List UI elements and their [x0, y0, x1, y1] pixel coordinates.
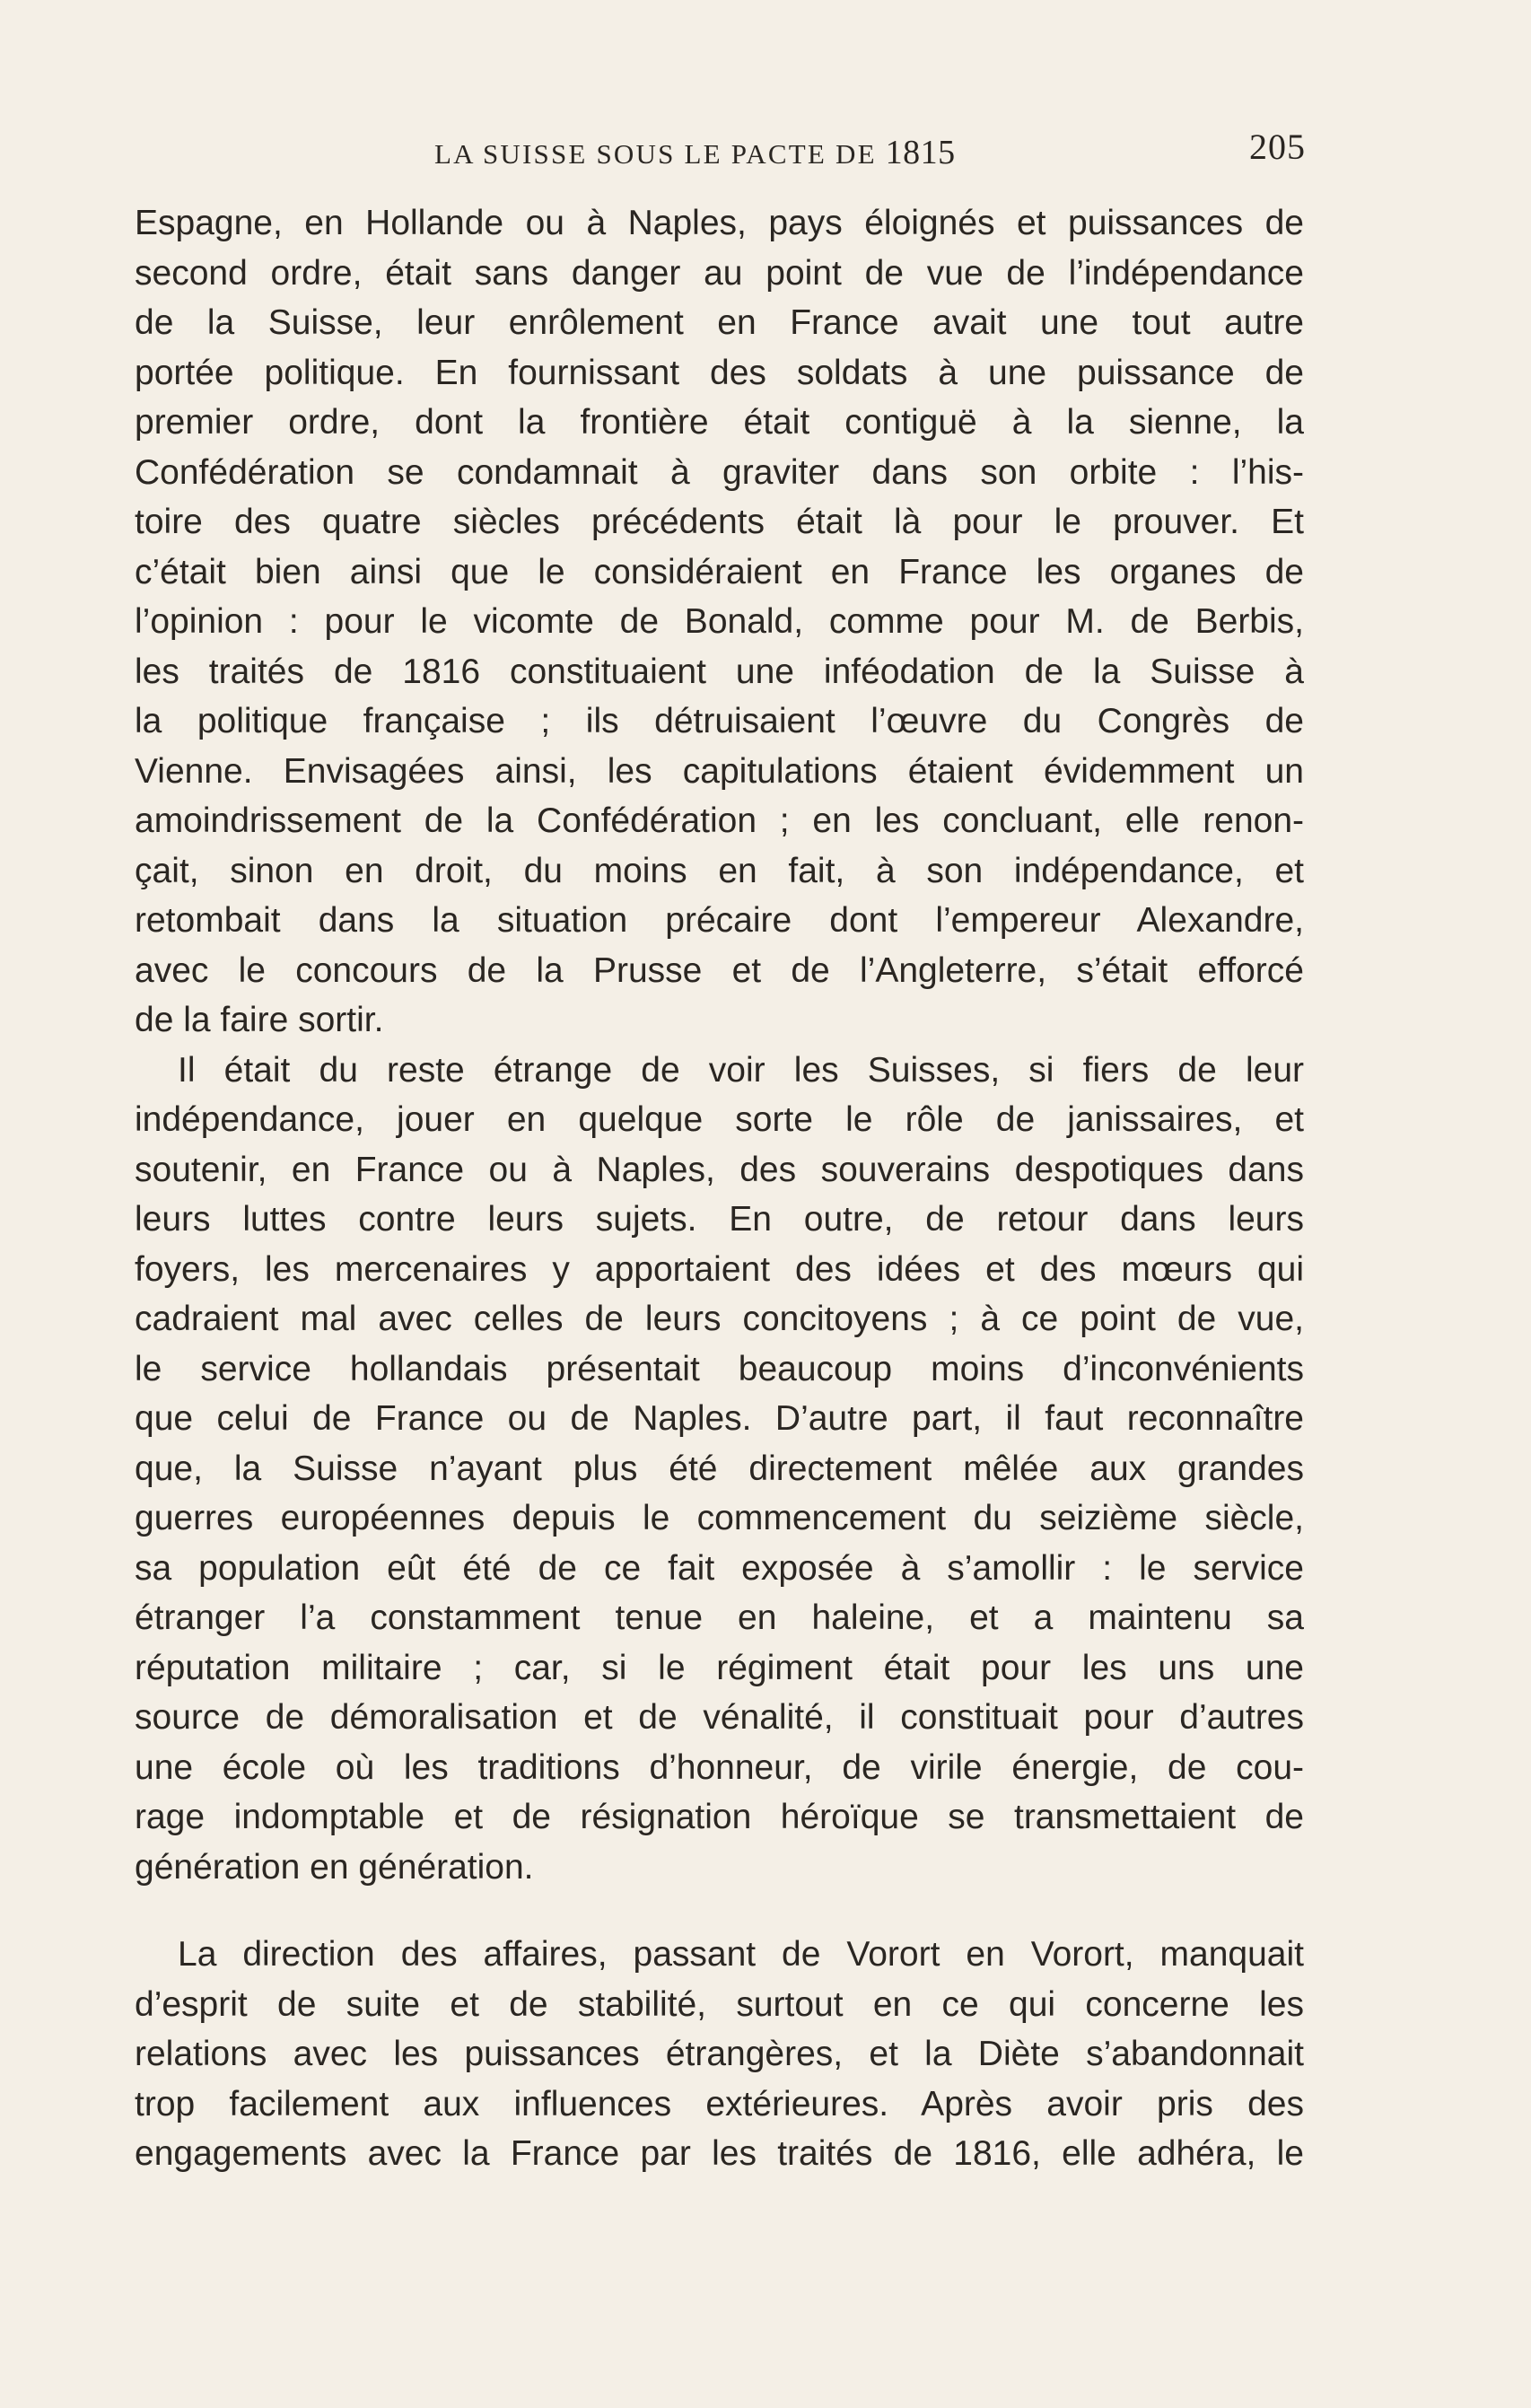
text-line: de la faire sortir.	[135, 1001, 384, 1039]
text-line: une école où les traditions d’honneur, de virile énergie, de cou-	[135, 1747, 1304, 1787]
text-line: engagements avec la France par les traités de 1816, elle adhéra, le	[135, 2134, 1304, 2173]
text-line: retombait dans la situation précaire dont l’empereur Alexandre,	[135, 901, 1304, 940]
text-line: foyers, les mercenaires y apportaient des idées et des mœurs qui	[135, 1249, 1304, 1289]
paragraph	[135, 1930, 1304, 2179]
text-line: Il était du reste étrange de voir les Suisses, si fiers de leur	[178, 1050, 1304, 1090]
text-line: premier ordre, dont la frontière était contiguë à la sienne, la	[135, 403, 1304, 442]
text-line: la politique française ; ils détruisaient l’œuvre du Congrès de	[135, 702, 1304, 740]
text-line: cadraient mal avec celles de leurs concitoyens ; à ce point de vue,	[135, 1300, 1304, 1338]
paragraph	[135, 1046, 1304, 1893]
text-line: le service hollandais présentait beaucoup moins d’inconvénients	[135, 1349, 1304, 1388]
text-line: de la Suisse, leur enrôlement en France avait une tout autre	[135, 303, 1304, 342]
text-line: c’était bien ainsi que le considéraient en France les organes de	[135, 552, 1304, 591]
text-line: leurs luttes contre leurs sujets. En outre, de retour dans leurs	[135, 1200, 1304, 1239]
text-line: l’opinion : pour le vicomte de Bonald, comme pour M. de Berbis,	[135, 602, 1304, 641]
text-line: réputation militaire ; car, si le régiment était pour les uns une	[135, 1648, 1304, 1687]
text-line: étranger l’a constamment tenue en haleine, et a maintenu sa	[135, 1598, 1304, 1637]
text-line: génération en génération.	[135, 1847, 534, 1887]
text-line: les traités de 1816 constituaient une inféodation de la Suisse à	[135, 652, 1304, 691]
text-line: trop facilement aux influences extérieures. Après avoir pris des	[135, 2084, 1304, 2123]
paragraph	[135, 198, 1304, 1046]
paragraph-gap	[135, 1892, 1304, 1930]
text-line: toire des quatre siècles précédents était là pour le prouver. Et	[135, 503, 1304, 541]
text-line: Confédération se condamnait à graviter dans son orbite : l’his-	[135, 452, 1304, 492]
text-line: indépendance, jouer en quelque sorte le rôle de janissaires, et	[135, 1100, 1304, 1139]
text-line: source de démoralisation et de vénalité, il constituait pour d’autres	[135, 1698, 1304, 1737]
text-line: avec le concours de la Prusse et de l’Angleterre, s’était efforcé	[135, 950, 1304, 990]
text-line: Espagne, en Hollande ou à Naples, pays éloignés et puissances de	[135, 204, 1304, 242]
running-header	[135, 126, 1306, 180]
text-line: relations avec les puissances étrangères, et la Diète s’abandonnait	[135, 2035, 1304, 2073]
text-line: rage indomptable et de résignation héroïque se transmettaient de	[135, 1798, 1304, 1836]
text-line: que celui de France ou de Naples. D’autre part, il faut reconnaître	[135, 1399, 1304, 1438]
text-line: que, la Suisse n’ayant plus été directement mêlée aux grandes	[135, 1449, 1304, 1488]
text-line: La direction des affaires, passant de Vorort en Vorort, manquait	[178, 1935, 1304, 1974]
text-line: amoindrissement de la Confédération ; en les concluant, elle renon-	[135, 801, 1304, 840]
running-title	[434, 133, 956, 172]
body-text	[135, 198, 1304, 2179]
text-line: guerres européennes depuis le commencement du seizième siècle,	[135, 1499, 1304, 1537]
text-line: sa population eût été de ce fait exposée à s’amollir : le service	[135, 1548, 1304, 1588]
text-line: portée politique. En fournissant des soldats à une puissance de	[135, 353, 1304, 392]
page-number: 205	[1249, 127, 1306, 167]
text-line: Vienne. Envisagées ainsi, les capitulations étaient évidemment un	[135, 751, 1304, 791]
text-line: d’esprit de suite et de stabilité, surtout en ce qui concerne les	[135, 1984, 1304, 2024]
running-title-text: LA SUISSE SOUS LE PACTE DE	[434, 138, 877, 170]
running-title-year: 1815	[885, 134, 956, 171]
text-line: çait, sinon en droit, du moins en fait, à son indépendance, et	[135, 851, 1304, 890]
text-line: soutenir, en France ou à Naples, des souverains despotiques dans	[135, 1150, 1304, 1189]
text-line: second ordre, était sans danger au point de vue de l’indépendance	[135, 253, 1304, 293]
